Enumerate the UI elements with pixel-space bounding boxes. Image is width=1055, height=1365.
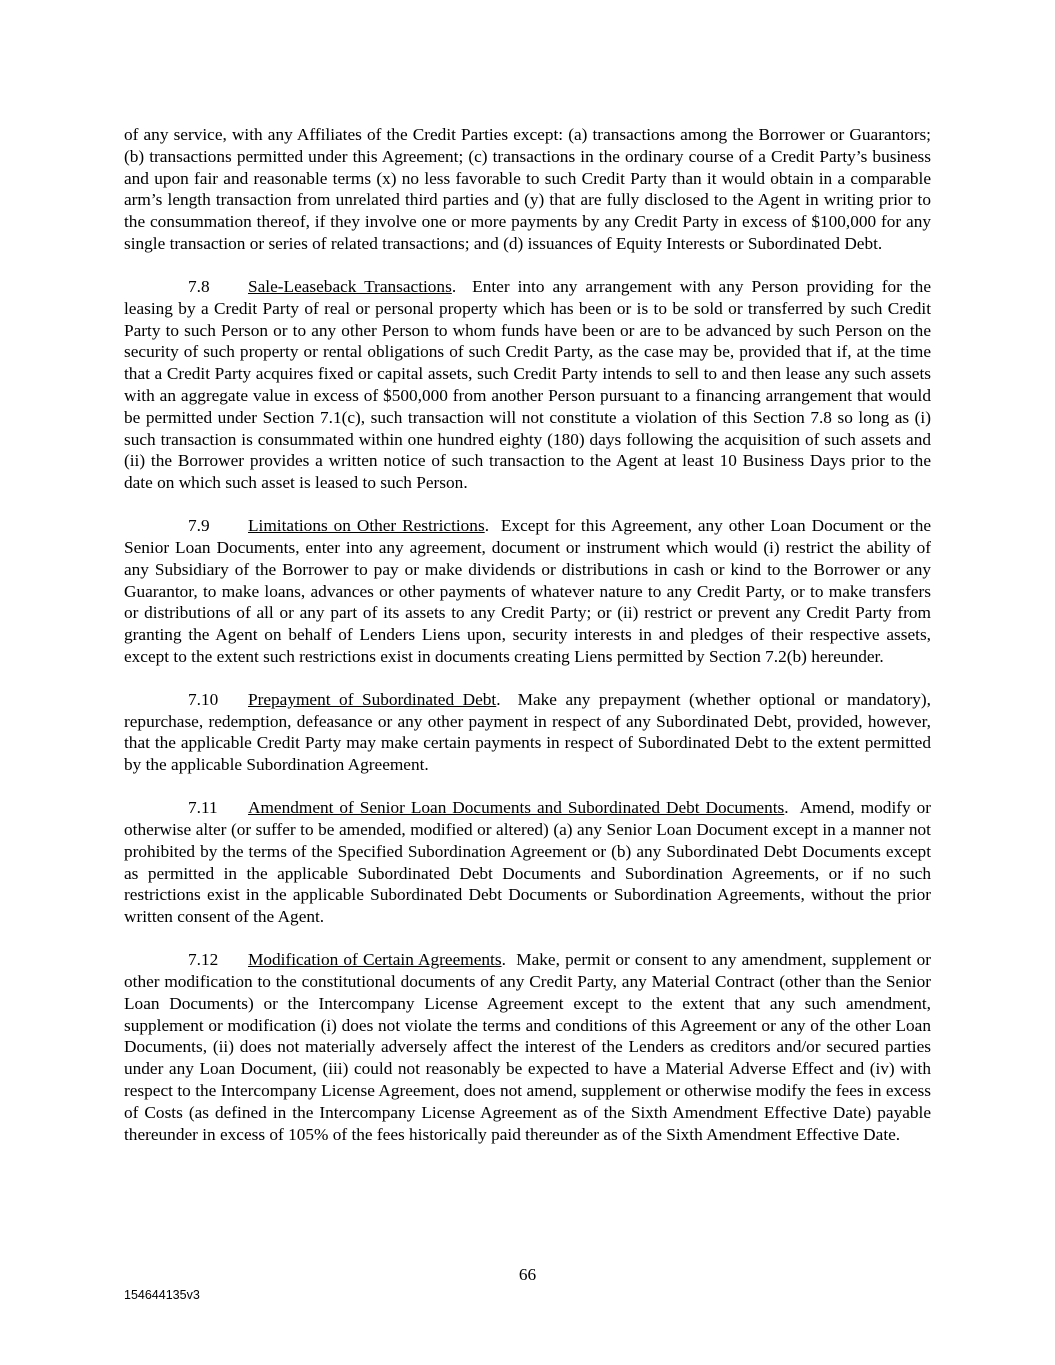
section-7-9: 7.9 Limitations on Other Restrictions. Except for this Agreement, any other Loan Document or the Senior Loan Documents, enter into any agreement, document or instrument which would (i) restrict the ability of any Subsidiary of the Borrower to pay or make dividends or distributions in cash or kind to the Borrower or any Guarantor, to make loans, advances or other payments of whatever nature to any Credit Party, or to make transfers or distributions of all or any part of its assets to any Credit Party; or (ii) restrict or prevent any Credit Party from granting the Agent on behalf of Lenders Liens upon, security interests in and pledges of their respective assets, except to the extent such restrictions exist in documents creating Liens permitted by Section 7.2(b) hereunder. [124, 516, 932, 666]
document-body [124, 124, 931, 1145]
section-title: Limitations on Other Restrictions [248, 516, 485, 536]
section-title: Prepayment of Subordinated Debt [248, 689, 497, 709]
section-text: Make any prepayment (whether optional or mandatory), repurchase, redemption, defeasance or any other payment in respect of any Subordinated Debt, provided, however, that the applicable Credit Party may make certain payments in respect of Subordinated Debt to the extent permitted by the applicable Subordination Agreement. [124, 689, 931, 775]
page-number: 66 [518, 1265, 537, 1284]
section-number: 7.11 [188, 798, 218, 818]
section-title: Sale-Leaseback Transactions [248, 276, 452, 296]
section-title: Amendment of Senior Loan Documents and Subordinated Debt Documents [248, 798, 785, 818]
section-7-12: 7.12 Modification of Certain Agreements. Make, permit or consent to any amendment, supplement or other modification to the constitutional documents of any Credit Party, any Material Contract (other than the Senior Loan Documents) or the Intercompany License Agreement except to the extent that any such amendment, supplement or modification (i) does not violate the terms and conditions of this Agreement or any of the other Loan Documents, (ii) does not materially adversely affect the interest of the Lenders as creditors and/or secured parties under any Loan Document, (iii) could not reasonably be expected to have a Material Adverse Effect and (iv) with respect to the Intercompany License Agreement, does not amend, supplement or otherwise modify the fees in excess of Costs (as defined in the Intercompany License Agreement as of the Sixth Amendment Effective Date) payable thereunder in excess of 105% of the fees historically paid thereunder as of the Sixth Amendment Effective Date. [124, 950, 931, 1144]
section-text: Enter into any arrangement with any Person providing for the leasing by a Credit Party of real or personal property which has been or is to be sold or transferred by such Credit Party to such Person or to any other Person to whom funds have been or are to be advanced by such Person on the security of such property or rental obligations of such Credit Party, as the case may be, provided that if, at the time that a Credit Party acquires fixed or capital assets, such Credit Party intends to sell to and then lease any such assets with an aggregate value in excess of $500,000 from another Person pursuant to a financing arrangement that would be permitted under Section 7.1(c), such transaction will not constitute a violation of this Section 7.8 so long as (i) such transaction is consummated within one hundred eighty (180) days following the acquisition of such assets and (ii) the Borrower provides a written notice of such transaction to the Agent at least 10 Business Days prior to the date on which such asset is leased to such Person. [124, 276, 931, 493]
section-text: Make, permit or consent to any amendment, supplement or other modification to the constitutional documents of any Credit Party, any Material Contract (other than the Senior Loan Documents) or the Intercompany License Agreement except to the extent that any such amendment, supplement or modification (i) does not violate the terms and conditions of this Agreement or any of the other Loan Documents, (ii) does not materially adversely affect the interest of the Lenders as creditors and/or secured parties under any Loan Document, (iii) could not reasonably be expected to have a Material Adverse Effect and (iv) with respect to the Intercompany License Agreement, does not amend, supplement or otherwise modify the fees in excess of Costs (as defined in the Intercompany License Agreement as of the Sixth Amendment Effective Date) payable thereunder in excess of 105% of the fees historically paid thereunder as of the Sixth Amendment Effective Date. [124, 950, 931, 1144]
section-title: Modification of Certain Agreements [248, 950, 502, 970]
document-id: 154644135v3 [124, 1288, 200, 1302]
section-text: Except for this Agreement, any other Loan Document or the Senior Loan Documents, enter into any agreement, document or instrument which would (i) restrict the ability of any Subsidiary of the Borrower to pay or make dividends or distributions in cash or kind to the Borrower or any Guarantor, to make loans, advances or other payments of whatever nature to any Credit Party, or to make transfers or distributions of all or any part of its assets to any Credit Party; or (ii) restrict or prevent any Credit Party from granting the Agent on behalf of Lenders Liens upon, security interests in and pledges of their respective assets, except to the extent such restrictions exist in documents creating Liens permitted by Section 7.2(b) hereunder. [124, 516, 932, 666]
section-7-11: 7.11 Amendment of Senior Loan Documents and Subordinated Debt Documents. Amend, modify or otherwise alter (or suffer to be amended, modified or altered) (a) any Senior Loan Document except in a manner not prohibited by the terms of the Specified Subordination Agreement or (b) any Subordinated Debt Documents except as permitted in the applicable Subordinated Debt Documents and Subordination Agreements, or if no such restrictions exist in the applicable Subordinated Debt Documents or Subordination Agreements, without the prior written consent of the Agent. [124, 798, 931, 927]
section-number: 7.12 [188, 950, 219, 970]
section-number: 7.10 [188, 689, 219, 709]
section-7-8: 7.8 Sale-Leaseback Transactions. Enter into any arrangement with any Person providing for the leasing by a Credit Party of real or personal property which has been or is to be sold or transferred by such Credit Party to such Person or to any other Person to whom funds have been or are to be advanced by such Person on the security of such property or rental obligations of such Credit Party, as the case may be, provided that if, at the time that a Credit Party acquires fixed or capital assets, such Credit Party intends to sell to and then lease any such assets with an aggregate value in excess of $500,000 from another Person pursuant to a financing arrangement that would be permitted under Section 7.1(c), such transaction will not constitute a violation of this Section 7.8 so long as (i) such transaction is consummated within one hundred eighty (180) days following the acquisition of such assets and (ii) the Borrower provides a written notice of such transaction to the Agent at least 10 Business Days prior to the date on which such asset is leased to such Person. [124, 276, 931, 493]
continuation-paragraph: of any service, with any Affiliates of the Credit Parties except: (a) transactions among the Borrower or Guarantors; (b) transactions permitted under this Agreement; (c) transactions in the ordinary course of a Credit Party’s business and upon fair and reasonable terms (x) no less favorable to such Credit Party than it would obtain in a comparable arm’s length transaction from unrelated third parties and (y) that are fully disclosed to the Agent in writing prior to the consummation thereof, if they involve one or more payments by any Credit Party in excess of $100,000 for any single transaction or series of related transactions; and (d) issuances of Equity Interests or Subordinated Debt. [124, 125, 931, 253]
section-number: 7.8 [188, 276, 210, 296]
section-text: Amend, modify or otherwise alter (or suffer to be amended, modified or altered) (a) any Senior Loan Document except in a manner not prohibited by the terms of the Specified Subordination Agreement or (b) any Subordinated Debt Documents except as permitted in the applicable Subordinated Debt Documents and Subordination Agreements, or if no such restrictions exist in the applicable Subordinated Debt Documents or Subordination Agreements, without the prior written consent of the Agent. [124, 798, 931, 927]
section-number: 7.9 [188, 516, 210, 536]
section-7-10: 7.10 Prepayment of Subordinated Debt. Make any prepayment (whether optional or mandatory), repurchase, redemption, defeasance or any other payment in respect of any Subordinated Debt, provided, however, that the applicable Credit Party may make certain payments in respect of Subordinated Debt to the extent permitted by the applicable Subordination Agreement. [124, 689, 931, 775]
